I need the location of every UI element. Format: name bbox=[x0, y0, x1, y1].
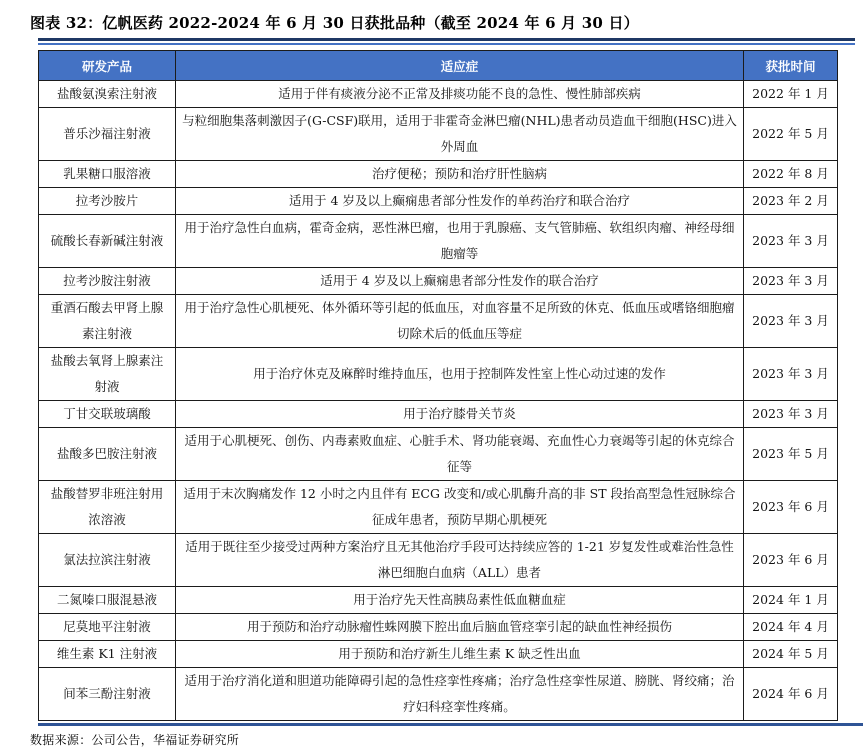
indication-cell: 用于治疗急性心肌梗死、体外循环等引起的低血压，对血容量不足所致的休克、低血压或嗜铬细胞瘤切除术后的低血压等症 bbox=[176, 295, 744, 348]
approved-products-table bbox=[38, 50, 838, 721]
product-cell: 普乐沙福注射液 bbox=[39, 108, 176, 161]
table-row bbox=[39, 614, 838, 641]
approval-date-cell: 2023 年 3 月 bbox=[744, 295, 838, 348]
bottom-rule bbox=[38, 723, 863, 726]
approval-date-cell: 2022 年 8 月 bbox=[744, 161, 838, 188]
table-row bbox=[39, 428, 838, 481]
indication-cell: 适用于 4 岁及以上癫痫患者部分性发作的单药治疗和联合治疗 bbox=[176, 188, 744, 215]
indication-cell: 适用于伴有痰液分泌不正常及排痰功能不良的急性、慢性肺部疾病 bbox=[176, 81, 744, 108]
table-header bbox=[39, 51, 838, 81]
indication-cell: 适用于末次胸痛发作 12 小时之内且伴有 ECG 改变和/或心肌酶升高的非 ST 段抬高型急性冠脉综合征成年患者，预防早期心肌梗死 bbox=[176, 481, 744, 534]
table-row bbox=[39, 587, 838, 614]
column-header-indication: 适应症 bbox=[176, 51, 744, 81]
table-row bbox=[39, 401, 838, 428]
source-note: 数据来源：公司公告，华福证券研究所 bbox=[30, 732, 240, 747]
product-cell: 尼莫地平注射液 bbox=[39, 614, 176, 641]
product-cell: 盐酸多巴胺注射液 bbox=[39, 428, 176, 481]
chart-title: 图表 32：亿帆医药 2022-2024 年 6 月 30 日获批品种（截至 2024 年 6 月 30 日） bbox=[30, 14, 639, 32]
table-row bbox=[39, 295, 838, 348]
product-cell: 二氮嗪口服混悬液 bbox=[39, 587, 176, 614]
approval-date-cell: 2022 年 1 月 bbox=[744, 81, 838, 108]
product-cell: 重酒石酸去甲肾上腺素注射液 bbox=[39, 295, 176, 348]
indication-cell: 适用于治疗消化道和胆道功能障碍引起的急性痉挛性疼痛；治疗急性痉挛性尿道、膀胱、肾绞痛；治疗妇科痉挛性疼痛。 bbox=[176, 668, 744, 721]
table-row bbox=[39, 161, 838, 188]
product-cell: 盐酸氨溴索注射液 bbox=[39, 81, 176, 108]
indication-cell: 用于治疗膝骨关节炎 bbox=[176, 401, 744, 428]
approval-date-cell: 2023 年 3 月 bbox=[744, 348, 838, 401]
table-row bbox=[39, 188, 838, 215]
column-header-product: 研发产品 bbox=[39, 51, 176, 81]
product-cell: 盐酸替罗非班注射用浓溶液 bbox=[39, 481, 176, 534]
table-row bbox=[39, 108, 838, 161]
approval-date-cell: 2024 年 4 月 bbox=[744, 614, 838, 641]
table-header-row bbox=[39, 51, 838, 81]
indication-cell: 适用于心肌梗死、创伤、内毒素败血症、心脏手术、肾功能衰竭、充血性心力衰竭等引起的休克综合征等 bbox=[176, 428, 744, 481]
approval-date-cell: 2023 年 2 月 bbox=[744, 188, 838, 215]
product-cell: 盐酸去氧肾上腺素注射液 bbox=[39, 348, 176, 401]
title-rule-light-line bbox=[38, 43, 855, 45]
indication-cell: 用于预防和治疗新生儿维生素 K 缺乏性出血 bbox=[176, 641, 744, 668]
table-row bbox=[39, 348, 838, 401]
indication-cell: 与粒细胞集落刺激因子(G-CSF)联用，适用于非霍奇金淋巴瘤(NHL)患者动员造血干细胞(HSC)进入外周血 bbox=[176, 108, 744, 161]
table-body bbox=[39, 81, 838, 721]
product-cell: 拉考沙胺片 bbox=[39, 188, 176, 215]
product-cell: 丁甘交联玻璃酸 bbox=[39, 401, 176, 428]
indication-cell: 用于预防和治疗动脉瘤性蛛网膜下腔出血后脑血管痉挛引起的缺血性神经损伤 bbox=[176, 614, 744, 641]
approval-date-cell: 2023 年 6 月 bbox=[744, 534, 838, 587]
title-rule-dark-line bbox=[38, 38, 855, 41]
indication-cell: 治疗便秘；预防和治疗肝性脑病 bbox=[176, 161, 744, 188]
column-header-approval-date: 获批时间 bbox=[744, 51, 838, 81]
approval-date-cell: 2023 年 6 月 bbox=[744, 481, 838, 534]
product-cell: 乳果糖口服溶液 bbox=[39, 161, 176, 188]
indication-cell: 用于治疗急性白血病，霍奇金病，恶性淋巴瘤，也用于乳腺癌、支气管肺癌、软组织肉瘤、神经母细胞瘤等 bbox=[176, 215, 744, 268]
product-cell: 维生素 K1 注射液 bbox=[39, 641, 176, 668]
approval-date-cell: 2024 年 5 月 bbox=[744, 641, 838, 668]
approval-date-cell: 2023 年 3 月 bbox=[744, 268, 838, 295]
table-row bbox=[39, 268, 838, 295]
product-cell: 间苯三酚注射液 bbox=[39, 668, 176, 721]
approval-date-cell: 2024 年 1 月 bbox=[744, 587, 838, 614]
approval-date-cell: 2023 年 3 月 bbox=[744, 215, 838, 268]
title-rule bbox=[38, 38, 855, 45]
approval-date-cell: 2024 年 6 月 bbox=[744, 668, 838, 721]
product-cell: 氯法拉滨注射液 bbox=[39, 534, 176, 587]
product-cell: 硫酸长春新碱注射液 bbox=[39, 215, 176, 268]
indication-cell: 适用于 4 岁及以上癫痫患者部分性发作的联合治疗 bbox=[176, 268, 744, 295]
table-row bbox=[39, 668, 838, 721]
approval-date-cell: 2022 年 5 月 bbox=[744, 108, 838, 161]
table-row bbox=[39, 534, 838, 587]
product-cell: 拉考沙胺注射液 bbox=[39, 268, 176, 295]
approval-date-cell: 2023 年 3 月 bbox=[744, 401, 838, 428]
indication-cell: 用于治疗先天性高胰岛素性低血糖血症 bbox=[176, 587, 744, 614]
table-row bbox=[39, 481, 838, 534]
indication-cell: 用于治疗休克及麻醉时维持血压，也用于控制阵发性室上性心动过速的发作 bbox=[176, 348, 744, 401]
table-row bbox=[39, 641, 838, 668]
table-row bbox=[39, 215, 838, 268]
table-row bbox=[39, 81, 838, 108]
indication-cell: 适用于既往至少接受过两种方案治疗且无其他治疗手段可达持续应答的 1-21 岁复发性或难治性急性淋巴细胞白血病（ALL）患者 bbox=[176, 534, 744, 587]
approval-date-cell: 2023 年 5 月 bbox=[744, 428, 838, 481]
